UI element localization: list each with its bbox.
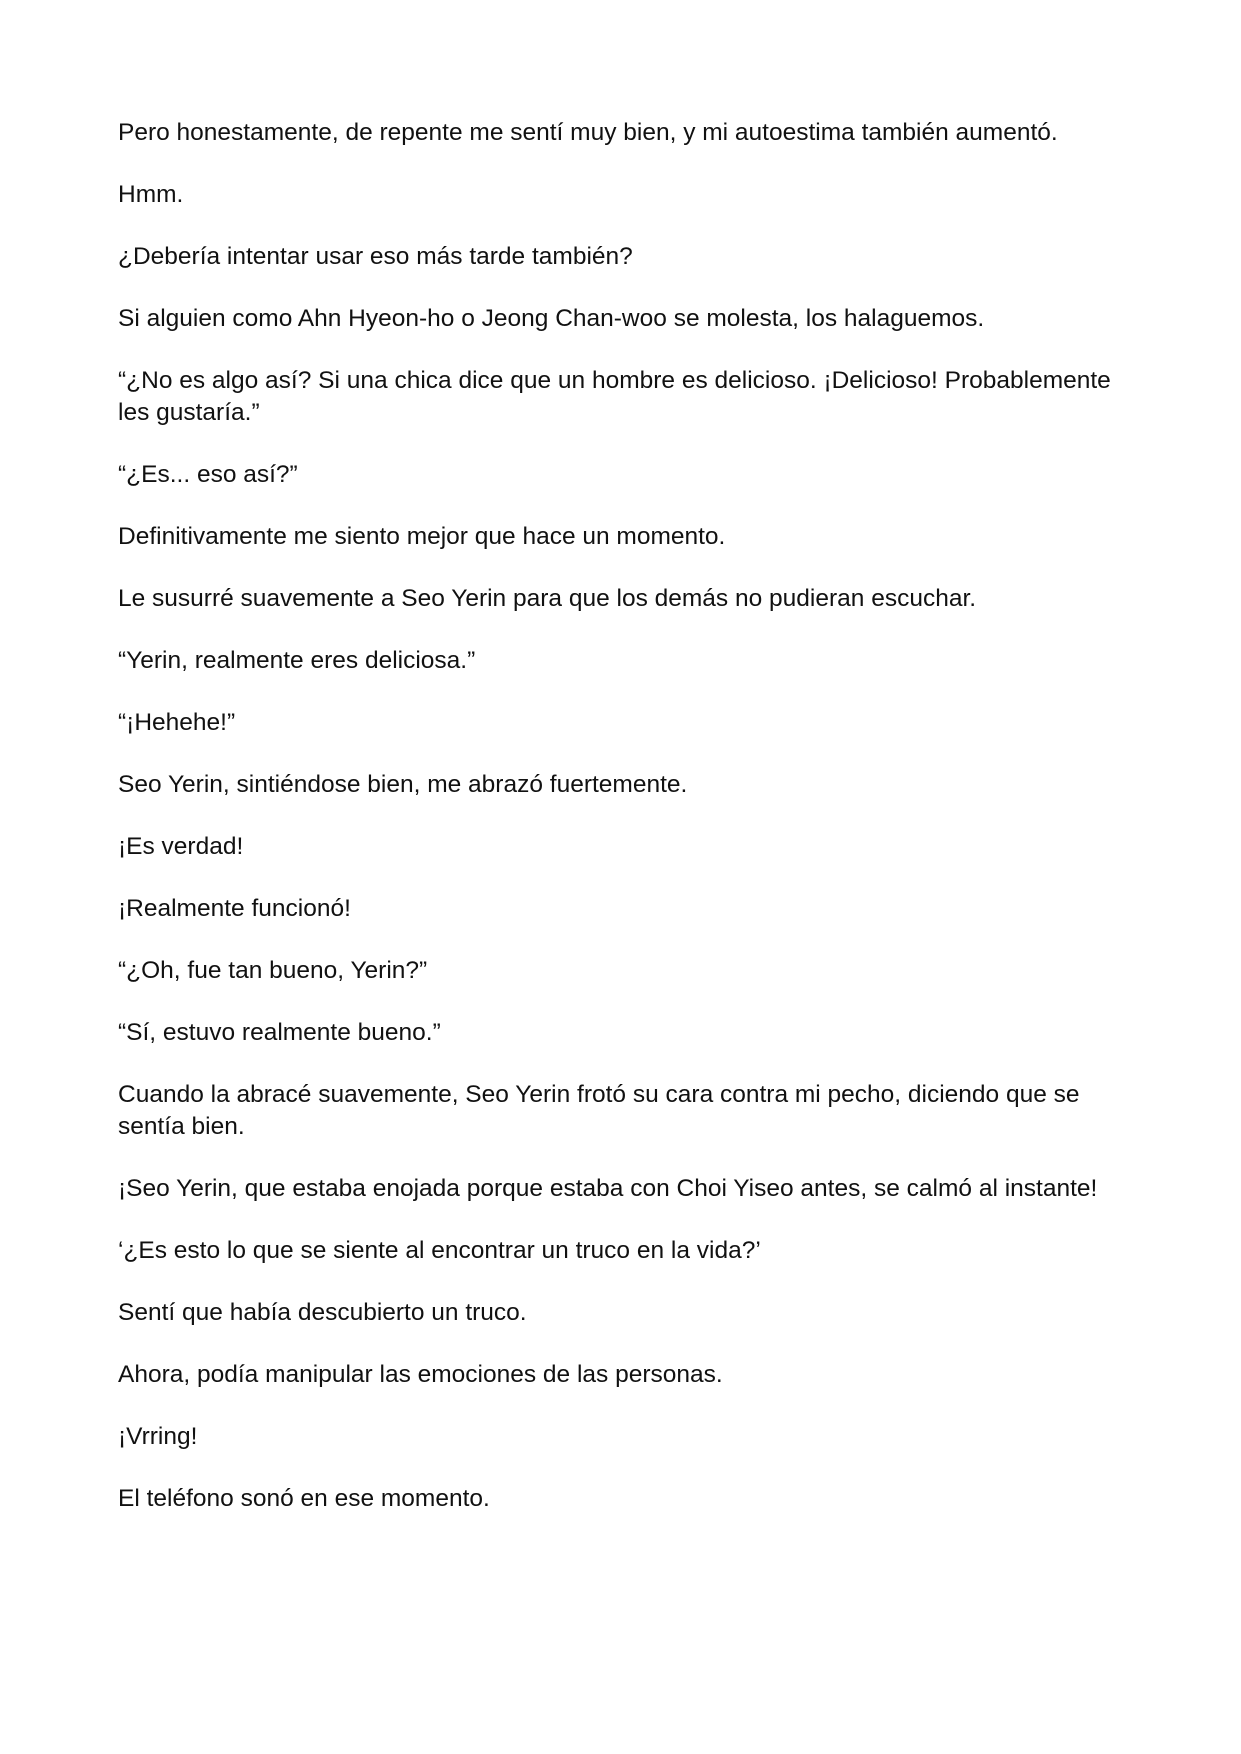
paragraph: Hmm. [118, 181, 184, 208]
document-body [118, 117, 1128, 1545]
paragraph: ¡Vrring! [118, 1423, 198, 1450]
paragraph: ¡Es verdad! [118, 833, 244, 860]
paragraph: Pero honestamente, de repente me sentí muy bien, y mi autoestima también aumentó. [118, 119, 1058, 146]
paragraph: Definitivamente me siento mejor que hace un momento. [118, 523, 726, 550]
paragraph: “¿Oh, fue tan bueno, Yerin?” [118, 957, 428, 984]
paragraph: Ahora, podía manipular las emociones de las personas. [118, 1361, 723, 1388]
paragraph: Le susurré suavemente a Seo Yerin para que los demás no pudieran escuchar. [118, 585, 977, 612]
paragraph: “¡Hehehe!” [118, 709, 236, 736]
paragraph: Si alguien como Ahn Hyeon-ho o Jeong Chan-woo se molesta, los halaguemos. [118, 305, 985, 332]
paragraph: ‘¿Es esto lo que se siente al encontrar un truco en la vida?’ [118, 1237, 761, 1264]
paragraph: ¡Realmente funcionó! [118, 895, 351, 922]
paragraph: “Sí, estuvo realmente bueno.” [118, 1019, 441, 1046]
paragraph: El teléfono sonó en ese momento. [118, 1485, 490, 1512]
paragraph: ¡Seo Yerin, que estaba enojada porque estaba con Choi Yiseo antes, se calmó al instante! [118, 1175, 1098, 1202]
paragraph: “¿Es... eso así?” [118, 461, 298, 488]
paragraph: ¿Debería intentar usar eso más tarde también? [118, 243, 633, 270]
paragraph: Cuando la abracé suavemente, Seo Yerin frotó su cara contra mi pecho, diciendo que se sentía bien. [118, 1081, 1080, 1140]
paragraph: “¿No es algo así? Si una chica dice que un hombre es delicioso. ¡Delicioso! Probablemente les gustaría.” [118, 367, 1111, 426]
paragraph: “Yerin, realmente eres deliciosa.” [118, 647, 476, 674]
paragraph: Sentí que había descubierto un truco. [118, 1299, 527, 1326]
paragraph: Seo Yerin, sintiéndose bien, me abrazó fuertemente. [118, 771, 688, 798]
